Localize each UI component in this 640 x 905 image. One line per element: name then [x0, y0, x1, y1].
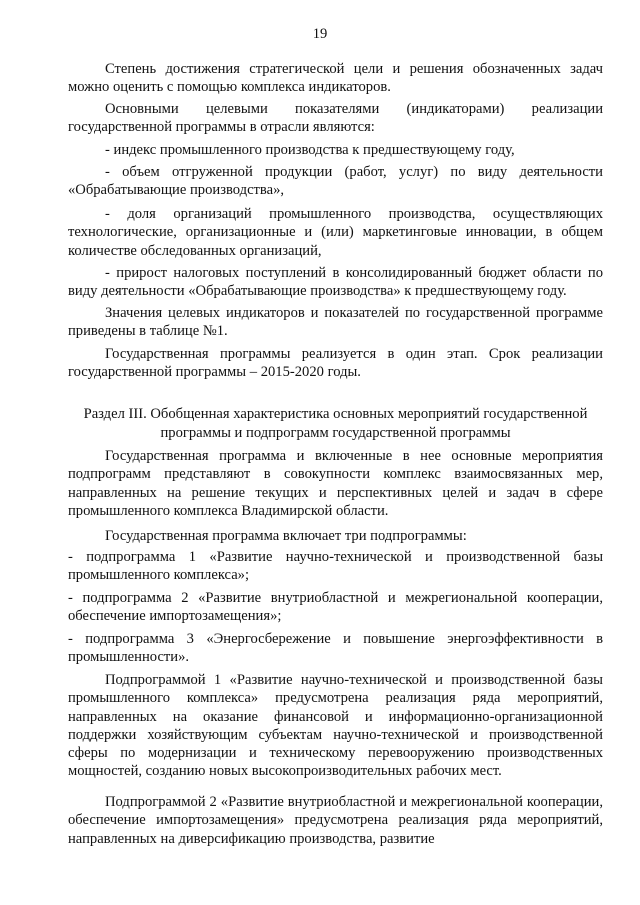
paragraph-table-reference: Значения целевых индикаторов и показателей по государственной программе приведены в таблице №1. — [68, 305, 603, 340]
list-item-subprogram-2: - подпрограмма 2 «Развитие внутриобластной и межрегиональной кооперации, обеспечение импортозамещения»; — [68, 590, 603, 625]
section-heading: Раздел III. Обобщенная характеристика основных мероприятий государственной программы и подпрограмм государственной программы — [83, 406, 588, 441]
paragraph-subprogram-2-details: Подпрограммой 2 «Развитие внутриобластной и межрегиональной кооперации, обеспечение импортозамещения» предусмотрена реализация ряда мероприятий, направленных на диверсификацию производства, развитие — [68, 794, 603, 847]
paragraph-implementation-term: Государственная программы реализуется в один этап. Срок реализации государственной программы – 2015-2020 годы. — [68, 346, 603, 381]
page-number: 19 — [312, 26, 328, 42]
paragraph-goal-assessment: Степень достижения стратегической цели и решения обозначенных задач можно оценить с помощью комплекса индикаторов. — [68, 61, 603, 96]
paragraph-program-measures: Государственная программа и включенные в нее основные мероприятия подпрограмм представляют в совокупности комплекс взаимосвязанных мер, направленных на решение текущих и перспективных целей и задач в сфере промышленного комплекса Владимирской области. — [68, 448, 603, 519]
list-item-innovation-share: - доля организаций промышленного производства, осуществляющих технологические, организационные и (или) маркетинговые инновации, в общем количестве обследованных организаций, — [68, 206, 603, 259]
list-item-subprogram-1: - подпрограмма 1 «Развитие научно-технической и производственной базы промышленного комплекса»; — [68, 549, 603, 584]
paragraph-three-subprograms: Государственная программа включает три подпрограммы: — [105, 528, 467, 544]
paragraph-main-indicators: Основными целевыми показателями (индикаторами) реализации государственной программы в отрасли являются: — [68, 101, 603, 136]
list-item-tax-growth: - прирост налоговых поступлений в консолидированный бюджет области по виду деятельности «Обрабатывающие производства» к предшествующему году. — [68, 265, 603, 300]
list-item-shipped-products: - объем отгруженной продукции (работ, услуг) по виду деятельности «Обрабатывающие производства», — [68, 164, 603, 199]
list-item-industrial-index: - индекс промышленного производства к предшествующему году, — [105, 142, 515, 158]
paragraph-subprogram-1-details: Подпрограммой 1 «Развитие научно-технической и производственной базы промышленного комплекса» предусмотрена реализация ряда мероприятий, направленных на оказание финансовой и информационно-организационной поддержки хозяйствующим субъектам научно-технической и производственной сферы по модернизации и техническому перевооружению производственных мощностей, созданию новых высокопроизводительных рабочих мест. — [68, 672, 603, 780]
list-item-subprogram-3: - подпрограмма 3 «Энергосбережение и повышение энергоэффективности в промышленности». — [68, 631, 603, 666]
